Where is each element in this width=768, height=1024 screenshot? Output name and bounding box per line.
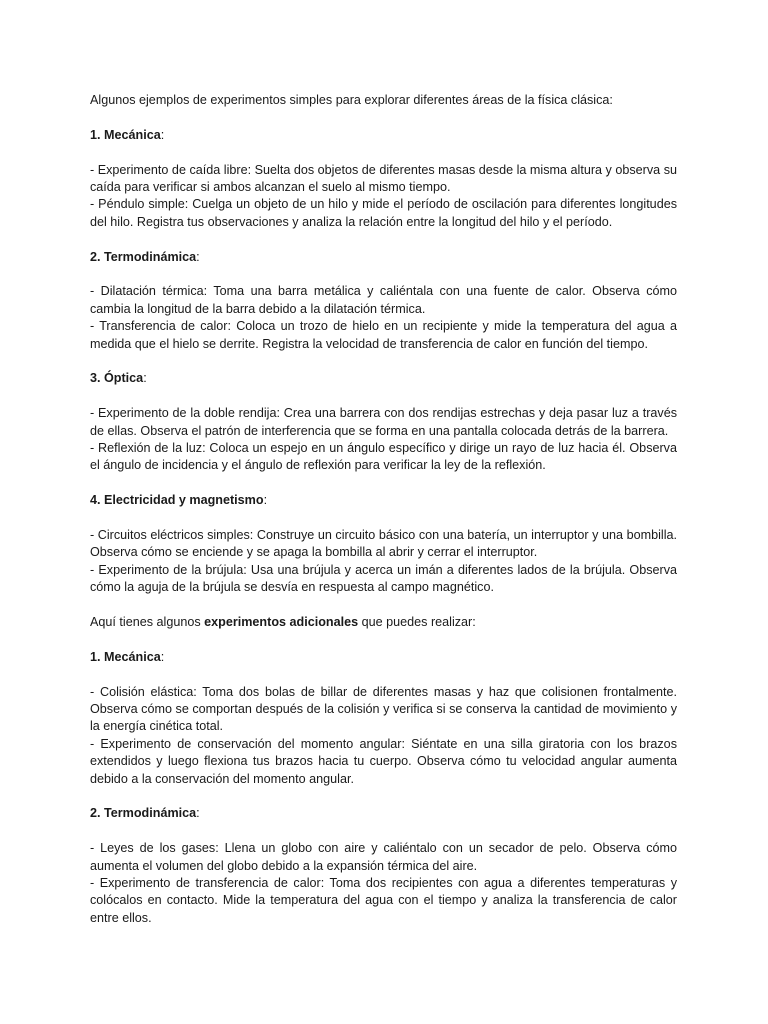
list-item: - Transferencia de calor: Coloca un trozo de hielo en un recipiente y mide la temperatura del agua a medida que el hielo se derrite. Registra la velocidad de transferencia de calor en función del tiempo. [90, 319, 681, 351]
section-heading-mecanica [90, 127, 677, 144]
heading-colon: : [263, 493, 268, 508]
heading-text: 2. Termodinámica [90, 806, 197, 821]
list-item: - Péndulo simple: Cuelga un objeto de un hilo y mide el período de oscilación para diferentes longitudes del hilo. Registra tus observaciones y analiza la relación entre la longitud del hilo y el período. [90, 197, 681, 229]
heading-text: 1. Mecánica [90, 127, 161, 142]
additional-intro-bold: experimentos adicionales [204, 615, 359, 630]
list-item: - Experimento de transferencia de calor: Toma dos recipientes con agua a diferentes temperaturas y colócalos en contacto. Mide la temperatura del agua con el tiempo y analiza la transferencia de calor entre ellos. [90, 876, 681, 925]
heading-colon: : [143, 371, 147, 386]
list-item: - Dilatación térmica: Toma una barra metálica y caliéntala con una fuente de calor. Observa cómo cambia la longitud de la barra debido a la dilatación térmica. [90, 284, 681, 316]
list-item: - Colisión elástica: Toma dos bolas de billar de diferentes masas y haz que colisionen frontalmente. Observa cómo se comportan después de la colisión y verifica si se conserva la cantidad de movimiento y la energía cinética total. [90, 684, 681, 734]
heading-colon: : [160, 127, 165, 142]
list-item: - Circuitos eléctricos simples: Construye un circuito básico con una batería, un interruptor y una bombilla. Observa cómo se enciende y se apaga la bombilla al abrir y cerrar el interruptor. [90, 528, 681, 560]
list-item: - Experimento de la brújula: Usa una brújula y acerca un imán a diferentes lados de la brújula. Observa cómo la aguja de la brújula se desvía en respuesta al campo magnético. [90, 562, 681, 595]
list-item: - Experimento de conservación del momento angular: Siéntate en una silla giratoria con los brazos extendidos y luego flexiona tus brazos hacia tu cuerpo. Observa cómo tu velocidad angular aumenta debido a la conservación del momento angular. [90, 736, 681, 786]
document-page [90, 92, 681, 927]
heading-colon: : [160, 649, 165, 664]
section-heading-optica [90, 370, 677, 387]
additional-intro-paragraph [90, 614, 677, 631]
additional-intro-after: que puedes realizar: [358, 615, 476, 630]
additional-intro-before: Aquí tienes algunos [90, 615, 205, 630]
heading-text: 4. Electricidad y magnetismo [90, 493, 264, 508]
heading-colon: : [196, 806, 200, 821]
heading-text: 3. Óptica [90, 371, 144, 386]
additional-heading-mecanica [90, 649, 677, 666]
additional-heading-termodinamica [90, 805, 677, 822]
intro-paragraph: Algunos ejemplos de experimentos simples para explorar diferentes áreas de la física clásica: [90, 93, 613, 107]
heading-text: 2. Termodinámica [90, 249, 197, 264]
heading-text: 1. Mecánica [90, 649, 161, 664]
list-item: - Experimento de caída libre: Suelta dos objetos de diferentes masas desde la misma altura y observa su caída para verificar si ambos alcanzan el suelo al mismo tiempo. [90, 162, 681, 194]
heading-colon: : [196, 249, 200, 264]
list-item: - Experimento de la doble rendija: Crea una barrera con dos rendijas estrechas y deja pasar luz a través de ellas. Observa el patrón de interferencia que se forma en una pantalla colocada detrás de la barrera. [90, 406, 681, 438]
list-item: - Reflexión de la luz: Coloca un espejo en un ángulo específico y dirige un rayo de luz hacia él. Observa el ángulo de incidencia y el ángulo de reflexión para verificar la ley de la reflexión. [90, 441, 681, 473]
section-heading-electricidad [90, 492, 677, 509]
list-item: - Leyes de los gases: Llena un globo con aire y caliéntalo con un secador de pelo. Observa cómo aumenta el volumen del globo debido a la expansión térmica del aire. [90, 841, 681, 873]
section-heading-termodinamica [90, 249, 677, 266]
